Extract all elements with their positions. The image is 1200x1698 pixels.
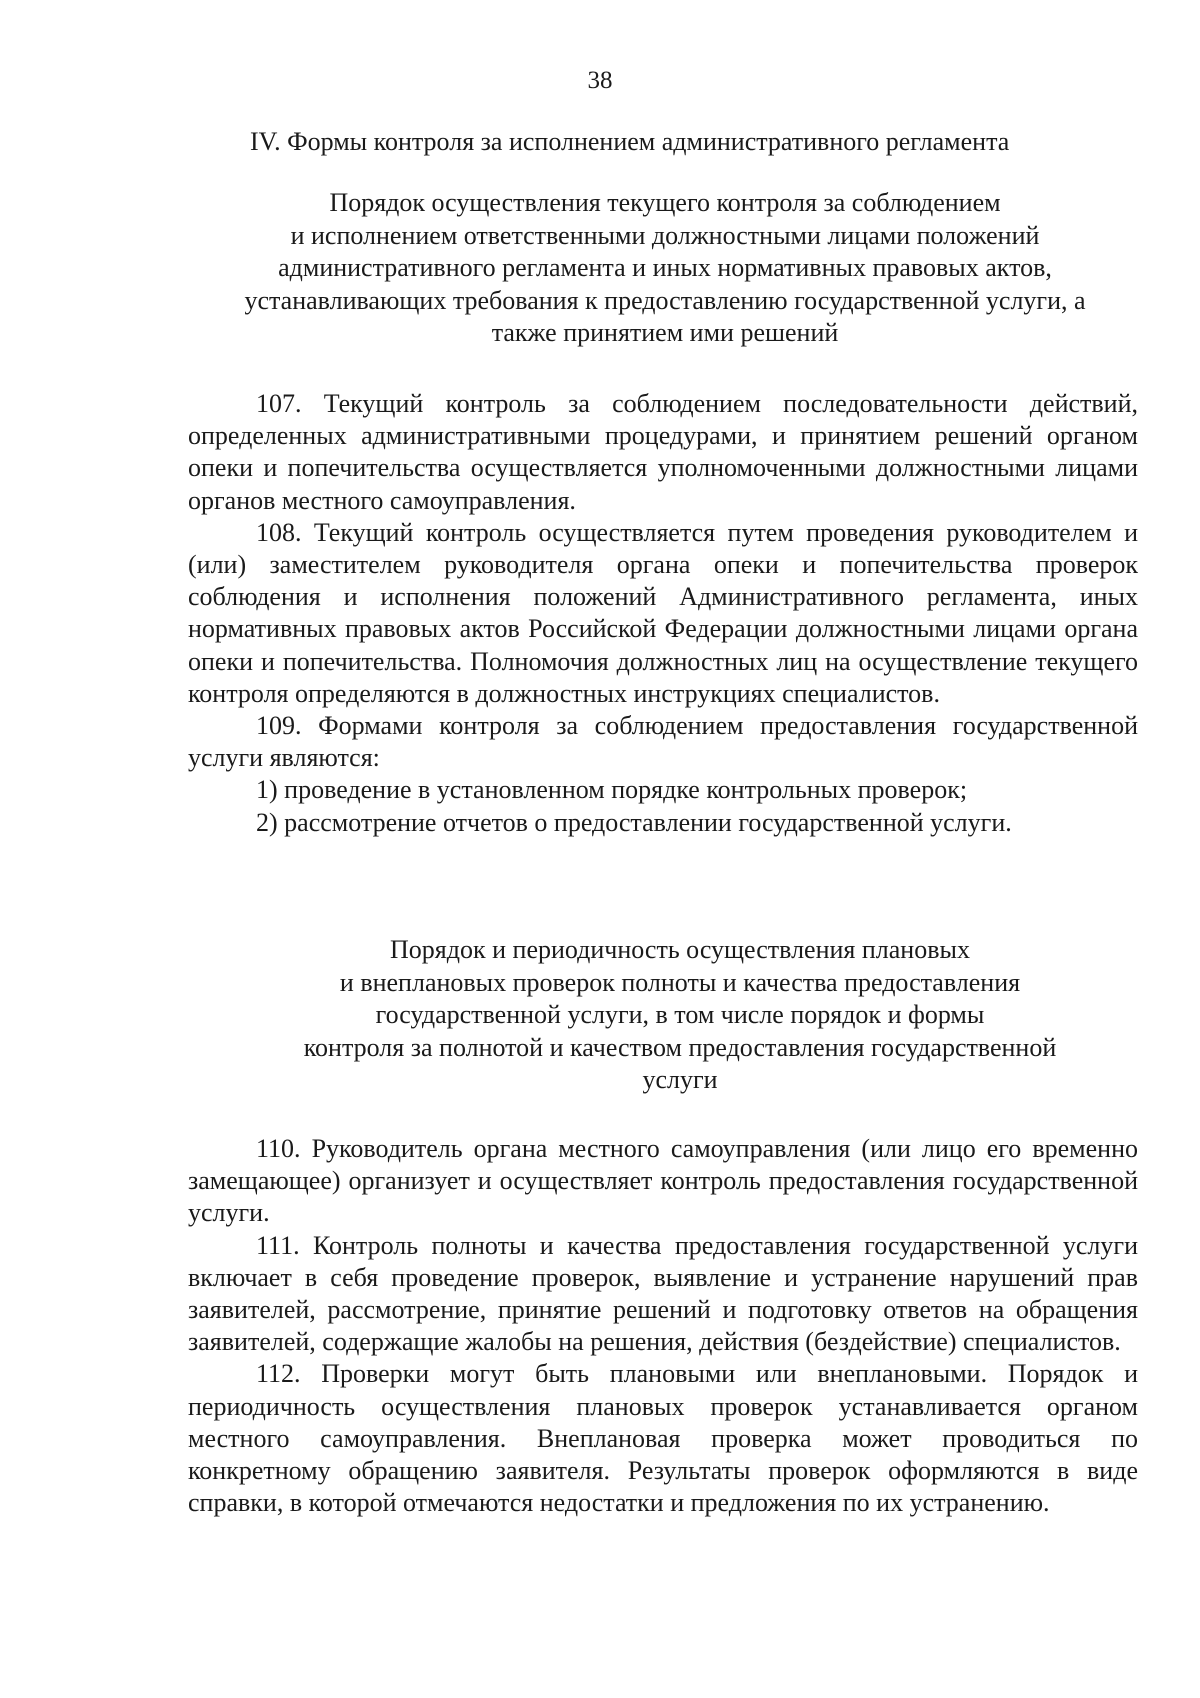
heading-line: контроля за полнотой и качеством предоставления государственной [303,1032,1057,1062]
paragraph-block-inspections [188,1133,1138,1519]
paragraph-110: 110. Руководитель органа местного самоуправления (или лицо его временно замещающее) организует и осуществляет контроль предоставления государственной услуги. [188,1134,1138,1228]
section-title: IV. Формы контроля за исполнением административного регламента [250,127,1010,156]
paragraph-109: 109. Формами контроля за соблюдением предоставления государственной услуги являются: [188,711,1138,773]
paragraph-111: 111. Контроль полноты и качества предоставления государственной услуги включает в себя проведение проверок, выявление и устранение нарушений прав заявителей, рассмотрение, принятие решений и подготовку ответов на обращения заявителей, содержащие жалобы на решения, действия (бездействие) специалистов. [188,1230,1138,1357]
heading-line: услуги [642,1065,718,1094]
heading-line: и исполнением ответственными должностными лицами положений [290,220,1040,250]
paragraph-112: 112. Проверки могут быть плановыми или внеплановыми. Порядок и периодичность осуществления плановых проверок устанавливается органом местного самоуправления. Внеплановая проверка может проводиться по конкретному обращению заявителя. Результаты проверок оформляются в виде справки, в которой отмечаются недостатки и предложения по их устранению. [188,1359,1138,1518]
heading-line: административного регламента и иных нормативных правовых актов, [278,253,1052,282]
list-item: 1) проведение в установленном порядке контрольных проверок; [256,775,968,805]
heading-line: Порядок осуществления текущего контроля за соблюдением [329,188,1001,217]
paragraph-107: 107. Текущий контроль за соблюдением последовательности действий, определенных административными процедурами, и принятием решений органом опеки и попечительства осуществляется уполномоченными должностными лицами органов местного самоуправления. [188,389,1138,515]
subsection-heading-current-control [190,187,1140,350]
heading-line: устанавливающих требования к предоставлению государственной услуги, а [244,285,1086,315]
heading-line: государственной услуги, в том числе порядок и формы [375,1000,985,1029]
heading-line: и внеплановых проверок полноты и качества предоставления [339,967,1021,997]
heading-line: также принятием ими решений [491,318,839,347]
page-number: 38 [587,67,613,94]
list-item: 2) рассмотрение отчетов о предоставлении государственной услуги. [256,807,1012,837]
paragraph-108: 108. Текущий контроль осуществляется путем проведения руководителем и (или) заместителем руководителя органа опеки и попечительства проверок соблюдения и исполнения положений Административного регламента, иных нормативных правовых актов Российской Федерации должностными лицами органа опеки и попечительства. Полномочия должностных лиц на осуществление текущего контроля определяются в должностных инструкциях специалистов. [188,517,1138,708]
subsection-heading-inspections [240,934,1120,1097]
heading-line: Порядок и периодичность осуществления плановых [390,935,970,964]
paragraph-block-current-control [188,388,1138,839]
